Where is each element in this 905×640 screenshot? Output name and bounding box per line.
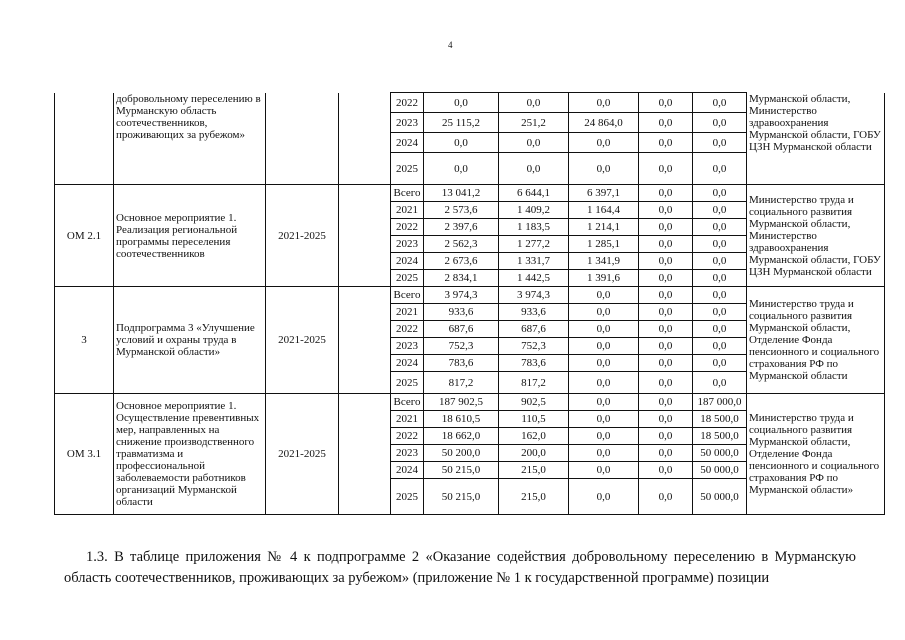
year-cell: 2025 bbox=[391, 270, 424, 287]
total-cell: 18 662,0 bbox=[424, 428, 499, 445]
total-cell: 13 041,2 bbox=[424, 185, 499, 202]
regional-budget-cell: 1 164,4 bbox=[569, 202, 639, 219]
other-sources-cell: 0,0 bbox=[693, 185, 747, 202]
federal-budget-cell: 752,3 bbox=[499, 338, 569, 355]
event-name-cell: Основное мероприятие 1. Реализация региональной программы переселения соотечественников bbox=[114, 185, 266, 287]
section-paragraph bbox=[64, 547, 856, 589]
local-budget-cell: 0,0 bbox=[639, 93, 693, 113]
regional-budget-cell: 0,0 bbox=[569, 287, 639, 304]
page-number: 4 bbox=[448, 40, 453, 50]
total-cell: 0,0 bbox=[424, 93, 499, 113]
regional-budget-cell: 0,0 bbox=[569, 304, 639, 321]
total-cell: 25 115,2 bbox=[424, 113, 499, 133]
local-budget-cell: 0,0 bbox=[639, 355, 693, 372]
total-cell: 752,3 bbox=[424, 338, 499, 355]
other-sources-cell: 0,0 bbox=[693, 133, 747, 153]
table-row bbox=[55, 287, 885, 304]
paragraph-text: 1.3. В таблице приложения № 4 к подпрограмме 2 «Оказание содействия добровольному переселению в Мурманскую область соотечественников, проживающих за рубежом» (приложение № 1 к государственной программе) позиции bbox=[64, 549, 856, 586]
period-cell bbox=[266, 93, 339, 185]
event-name-cell: добровольному переселению в Мурманскую область соотечественников, проживающих за рубежом» bbox=[114, 93, 266, 185]
local-budget-cell: 0,0 bbox=[639, 462, 693, 479]
spacer-cell bbox=[339, 394, 391, 515]
federal-budget-cell: 3 974,3 bbox=[499, 287, 569, 304]
other-sources-cell: 0,0 bbox=[693, 113, 747, 133]
year-cell: 2023 bbox=[391, 338, 424, 355]
total-cell: 187 902,5 bbox=[424, 394, 499, 411]
other-sources-cell: 50 000,0 bbox=[693, 479, 747, 515]
total-cell: 2 573,6 bbox=[424, 202, 499, 219]
year-cell: 2024 bbox=[391, 253, 424, 270]
regional-budget-cell: 0,0 bbox=[569, 372, 639, 394]
local-budget-cell: 0,0 bbox=[639, 185, 693, 202]
year-cell: Всего bbox=[391, 394, 424, 411]
event-name-cell: Подпрограмма 3 «Улучшение условий и охраны труда в Мурманской области» bbox=[114, 287, 266, 394]
year-cell: 2023 bbox=[391, 445, 424, 462]
executor-cell: Министерство труда и социального развития Мурманской области, Министерство здравоохранения Мурманской области, ГОБУ ЦЗН Мурманской области bbox=[747, 185, 885, 287]
federal-budget-cell: 1 331,7 bbox=[499, 253, 569, 270]
federal-budget-cell: 783,6 bbox=[499, 355, 569, 372]
other-sources-cell: 18 500,0 bbox=[693, 428, 747, 445]
other-sources-cell: 0,0 bbox=[693, 93, 747, 113]
row-number-cell: 3 bbox=[55, 287, 114, 394]
regional-budget-cell: 6 397,1 bbox=[569, 185, 639, 202]
executor-cell: Министерство труда и социального развития Мурманской области, Отделение Фонда пенсионного и социального страхования РФ по Мурманской области» bbox=[747, 394, 885, 515]
other-sources-cell: 0,0 bbox=[693, 372, 747, 394]
regional-budget-cell: 0,0 bbox=[569, 133, 639, 153]
federal-budget-cell: 1 409,2 bbox=[499, 202, 569, 219]
other-sources-cell: 0,0 bbox=[693, 219, 747, 236]
year-cell: 2024 bbox=[391, 462, 424, 479]
year-cell: 2021 bbox=[391, 411, 424, 428]
period-cell: 2021-2025 bbox=[266, 394, 339, 515]
other-sources-cell: 0,0 bbox=[693, 253, 747, 270]
regional-budget-cell: 0,0 bbox=[569, 445, 639, 462]
local-budget-cell: 0,0 bbox=[639, 287, 693, 304]
federal-budget-cell: 251,2 bbox=[499, 113, 569, 133]
total-cell: 2 562,3 bbox=[424, 236, 499, 253]
total-cell: 3 974,3 bbox=[424, 287, 499, 304]
year-cell: 2023 bbox=[391, 236, 424, 253]
total-cell: 687,6 bbox=[424, 321, 499, 338]
local-budget-cell: 0,0 bbox=[639, 153, 693, 185]
year-cell: 2021 bbox=[391, 202, 424, 219]
table-row bbox=[55, 185, 885, 202]
year-cell: 2025 bbox=[391, 372, 424, 394]
local-budget-cell: 0,0 bbox=[639, 202, 693, 219]
regional-budget-cell: 0,0 bbox=[569, 428, 639, 445]
spacer-cell bbox=[339, 93, 391, 185]
federal-budget-cell: 1 442,5 bbox=[499, 270, 569, 287]
regional-budget-cell: 1 341,9 bbox=[569, 253, 639, 270]
regional-budget-cell: 0,0 bbox=[569, 338, 639, 355]
year-cell: Всего bbox=[391, 185, 424, 202]
local-budget-cell: 0,0 bbox=[639, 253, 693, 270]
regional-budget-cell: 0,0 bbox=[569, 93, 639, 113]
local-budget-cell: 0,0 bbox=[639, 321, 693, 338]
year-cell: 2022 bbox=[391, 321, 424, 338]
other-sources-cell: 50 000,0 bbox=[693, 445, 747, 462]
local-budget-cell: 0,0 bbox=[639, 428, 693, 445]
executor-cell: Министерство труда и социального развития Мурманской области, Отделение Фонда пенсионного и социального страхования РФ по Мурманской области bbox=[747, 287, 885, 394]
other-sources-cell: 187 000,0 bbox=[693, 394, 747, 411]
table-row bbox=[55, 394, 885, 411]
total-cell: 18 610,5 bbox=[424, 411, 499, 428]
local-budget-cell: 0,0 bbox=[639, 338, 693, 355]
federal-budget-cell: 0,0 bbox=[499, 153, 569, 185]
program-financing-table bbox=[54, 92, 885, 515]
regional-budget-cell: 1 285,1 bbox=[569, 236, 639, 253]
other-sources-cell: 0,0 bbox=[693, 270, 747, 287]
other-sources-cell: 0,0 bbox=[693, 355, 747, 372]
regional-budget-cell: 1 214,1 bbox=[569, 219, 639, 236]
regional-budget-cell: 0,0 bbox=[569, 462, 639, 479]
regional-budget-cell: 0,0 bbox=[569, 321, 639, 338]
total-cell: 817,2 bbox=[424, 372, 499, 394]
total-cell: 2 397,6 bbox=[424, 219, 499, 236]
other-sources-cell: 0,0 bbox=[693, 338, 747, 355]
total-cell: 50 215,0 bbox=[424, 479, 499, 515]
other-sources-cell: 0,0 bbox=[693, 321, 747, 338]
federal-budget-cell: 817,2 bbox=[499, 372, 569, 394]
local-budget-cell: 0,0 bbox=[639, 304, 693, 321]
program-table-body bbox=[55, 93, 885, 515]
other-sources-cell: 0,0 bbox=[693, 304, 747, 321]
other-sources-cell: 0,0 bbox=[693, 287, 747, 304]
federal-budget-cell: 215,0 bbox=[499, 479, 569, 515]
year-cell: 2024 bbox=[391, 355, 424, 372]
local-budget-cell: 0,0 bbox=[639, 113, 693, 133]
regional-budget-cell: 0,0 bbox=[569, 355, 639, 372]
federal-budget-cell: 933,6 bbox=[499, 304, 569, 321]
local-budget-cell: 0,0 bbox=[639, 270, 693, 287]
federal-budget-cell: 162,0 bbox=[499, 428, 569, 445]
other-sources-cell: 0,0 bbox=[693, 236, 747, 253]
year-cell: 2021 bbox=[391, 304, 424, 321]
table-row bbox=[55, 93, 885, 113]
regional-budget-cell: 0,0 bbox=[569, 479, 639, 515]
period-cell: 2021-2025 bbox=[266, 287, 339, 394]
local-budget-cell: 0,0 bbox=[639, 479, 693, 515]
total-cell: 50 215,0 bbox=[424, 462, 499, 479]
federal-budget-cell: 687,6 bbox=[499, 321, 569, 338]
spacer-cell bbox=[339, 185, 391, 287]
federal-budget-cell: 902,5 bbox=[499, 394, 569, 411]
regional-budget-cell: 0,0 bbox=[569, 394, 639, 411]
row-number-cell bbox=[55, 93, 114, 185]
total-cell: 0,0 bbox=[424, 133, 499, 153]
federal-budget-cell: 110,5 bbox=[499, 411, 569, 428]
federal-budget-cell: 1 183,5 bbox=[499, 219, 569, 236]
local-budget-cell: 0,0 bbox=[639, 411, 693, 428]
local-budget-cell: 0,0 bbox=[639, 219, 693, 236]
federal-budget-cell: 0,0 bbox=[499, 133, 569, 153]
local-budget-cell: 0,0 bbox=[639, 372, 693, 394]
year-cell: 2022 bbox=[391, 93, 424, 113]
total-cell: 933,6 bbox=[424, 304, 499, 321]
local-budget-cell: 0,0 bbox=[639, 236, 693, 253]
year-cell: 2022 bbox=[391, 219, 424, 236]
total-cell: 0,0 bbox=[424, 153, 499, 185]
year-cell: 2025 bbox=[391, 153, 424, 185]
other-sources-cell: 18 500,0 bbox=[693, 411, 747, 428]
federal-budget-cell: 215,0 bbox=[499, 462, 569, 479]
federal-budget-cell: 6 644,1 bbox=[499, 185, 569, 202]
federal-budget-cell: 0,0 bbox=[499, 93, 569, 113]
federal-budget-cell: 200,0 bbox=[499, 445, 569, 462]
regional-budget-cell: 1 391,6 bbox=[569, 270, 639, 287]
year-cell: 2024 bbox=[391, 133, 424, 153]
other-sources-cell: 0,0 bbox=[693, 202, 747, 219]
regional-budget-cell: 24 864,0 bbox=[569, 113, 639, 133]
period-cell: 2021-2025 bbox=[266, 185, 339, 287]
regional-budget-cell: 0,0 bbox=[569, 153, 639, 185]
total-cell: 2 673,6 bbox=[424, 253, 499, 270]
local-budget-cell: 0,0 bbox=[639, 133, 693, 153]
total-cell: 50 200,0 bbox=[424, 445, 499, 462]
year-cell: 2025 bbox=[391, 479, 424, 515]
year-cell: Всего bbox=[391, 287, 424, 304]
year-cell: 2023 bbox=[391, 113, 424, 133]
federal-budget-cell: 1 277,2 bbox=[499, 236, 569, 253]
row-number-cell: ОМ 2.1 bbox=[55, 185, 114, 287]
year-cell: 2022 bbox=[391, 428, 424, 445]
other-sources-cell: 50 000,0 bbox=[693, 462, 747, 479]
regional-budget-cell: 0,0 bbox=[569, 411, 639, 428]
total-cell: 2 834,1 bbox=[424, 270, 499, 287]
other-sources-cell: 0,0 bbox=[693, 153, 747, 185]
spacer-cell bbox=[339, 287, 391, 394]
local-budget-cell: 0,0 bbox=[639, 445, 693, 462]
total-cell: 783,6 bbox=[424, 355, 499, 372]
executor-cell: Мурманской области, Министерство здравоохранения Мурманской области, ГОБУ ЦЗН Мурманской области bbox=[747, 93, 885, 185]
row-number-cell: ОМ 3.1 bbox=[55, 394, 114, 515]
local-budget-cell: 0,0 bbox=[639, 394, 693, 411]
event-name-cell: Основное мероприятие 1. Осуществление превентивных мер, направленных на снижение производственного травматизма и профессиональной заболеваемости работников организаций Мурманской области bbox=[114, 394, 266, 515]
